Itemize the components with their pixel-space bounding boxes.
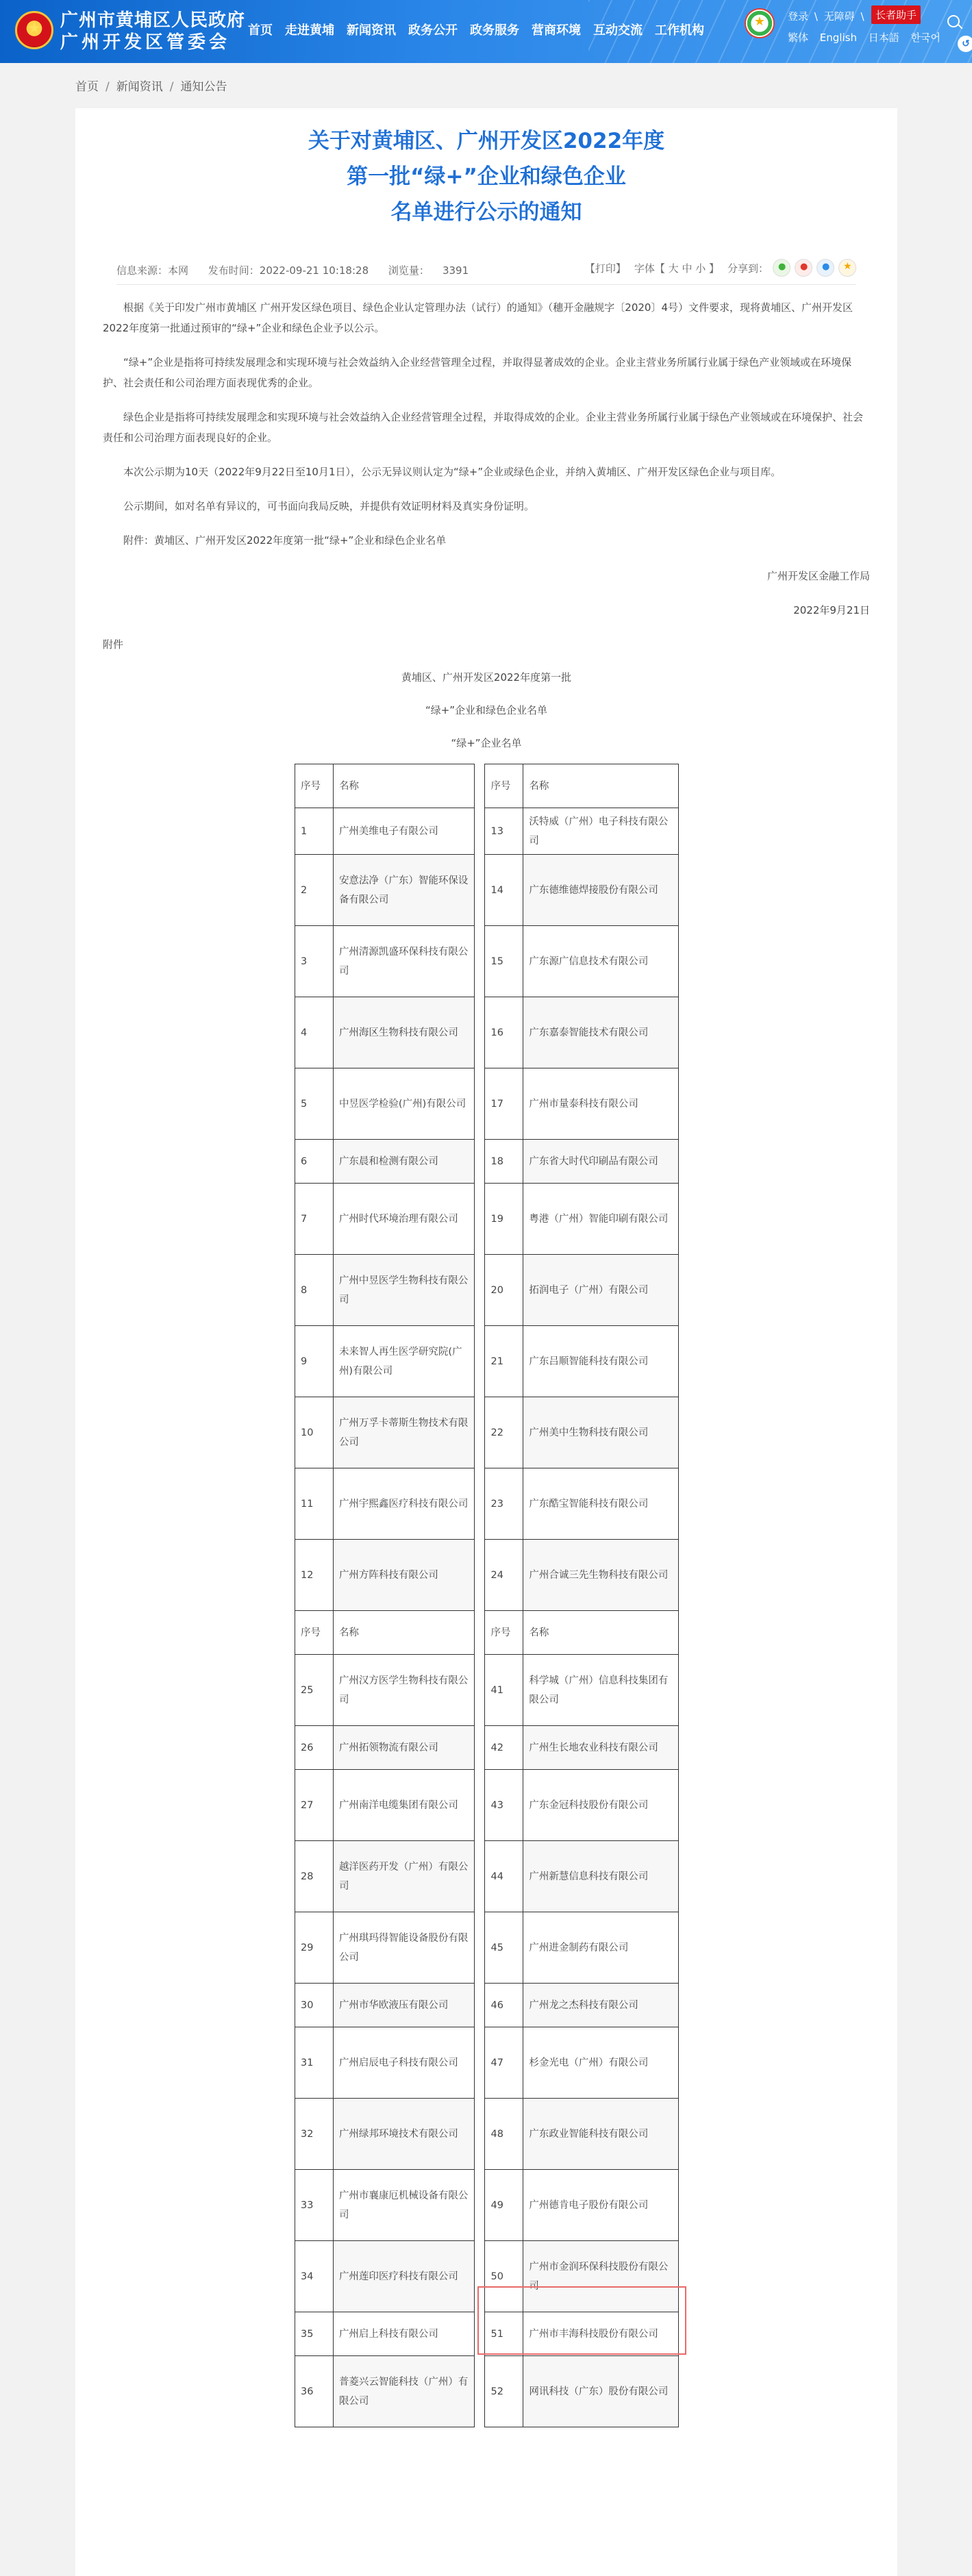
lang-japanese[interactable]: 日本語 (868, 32, 899, 44)
breadcrumb-notices[interactable]: 通知公告 (180, 80, 227, 94)
table-row (295, 1184, 679, 1255)
column-gap (474, 855, 485, 926)
company-table (295, 764, 679, 2427)
column-gap (474, 1611, 485, 1655)
separator: \ (814, 10, 818, 23)
row-number: 49 (485, 2170, 523, 2241)
company-name: 广州拓领物流有限公司 (333, 1726, 474, 1770)
accessibility-link[interactable]: 无障碍 (823, 10, 855, 23)
row-number: 20 (485, 1255, 523, 1326)
print-button[interactable]: 【打印】 (584, 262, 626, 275)
company-name: 广州德肯电子股份有限公司 (523, 2170, 679, 2241)
company-name: 广州中昱医学生物科技有限公司 (333, 1255, 474, 1326)
list-subtitle: “绿+”企业和绿色企业名单 (425, 704, 548, 716)
company-name: 广州市华欧液压有限公司 (333, 1984, 474, 2027)
table-row (295, 2170, 679, 2241)
company-name: 广州琪玛得智能设备股份有限公司 (333, 1912, 474, 1984)
table-row (295, 1984, 679, 2027)
company-name: 广东酷宝智能科技有限公司 (523, 1468, 679, 1540)
column-gap (474, 1326, 485, 1397)
company-name: 广州美中生物科技有限公司 (523, 1397, 679, 1468)
view-count: 浏览量： 3391 (388, 264, 469, 277)
column-header: 名称 (523, 1611, 679, 1655)
company-name: 广东嘉泰智能技术有限公司 (523, 997, 679, 1068)
company-name: 广州龙之杰科技有限公司 (523, 1984, 679, 2027)
share-label: 分享到： (727, 262, 769, 275)
row-number: 42 (485, 1726, 523, 1770)
row-number: 36 (295, 2356, 334, 2427)
breadcrumb: 首页 / 新闻资讯 / 通知公告 (75, 80, 227, 94)
column-gap (474, 2356, 485, 2427)
utility-links (788, 9, 867, 23)
qq-share-icon[interactable] (817, 259, 834, 277)
row-number: 27 (295, 1770, 334, 1841)
nav-interaction[interactable]: 互动交流 (593, 23, 643, 38)
site-name-line2: 广州开发区管委会 (60, 32, 231, 53)
nav-home[interactable]: 首页 (248, 23, 273, 38)
table-row (295, 1255, 679, 1326)
company-name: 杉金光电（广州）有限公司 (523, 2027, 679, 2099)
paragraph: 根据《关于印发广州市黄埔区 广州开发区绿色项目、绿色企业认定管理办法（试行）的通知》（穗开金融规字〔2020〕4号）文件要求，现将黄埔区、广州开发区2022年度第一批通过预审的“绿+”企业和绿色企业予以公示。 (103, 301, 853, 334)
row-number: 22 (485, 1397, 523, 1468)
row-number: 17 (485, 1068, 523, 1140)
company-name: 广东晨和检测有限公司 (333, 1140, 474, 1184)
row-number: 25 (295, 1655, 334, 1726)
column-gap (474, 1655, 485, 1726)
column-gap (474, 1255, 485, 1326)
row-number: 26 (295, 1726, 334, 1770)
qzone-share-icon[interactable] (838, 259, 856, 277)
company-name: 安意法净（广东）智能环保设备有限公司 (333, 855, 474, 926)
row-number: 13 (485, 808, 523, 855)
table-row (295, 1912, 679, 1984)
font-size-control[interactable]: 字体【 大 中 小 】 (634, 262, 719, 275)
column-gap (474, 1540, 485, 1611)
table-row (295, 1841, 679, 1912)
row-number: 12 (295, 1540, 334, 1611)
row-number: 5 (295, 1068, 334, 1140)
nav-news[interactable]: 新闻资讯 (347, 23, 396, 38)
lang-traditional[interactable]: 繁体 (788, 32, 809, 44)
row-number: 31 (295, 2027, 334, 2099)
row-number: 15 (485, 926, 523, 997)
title-line: 关于对黄埔区、广州开发区2022年度 (308, 129, 665, 153)
company-name: 网讯科技（广东）股份有限公司 (523, 2356, 679, 2427)
column-gap (474, 2027, 485, 2099)
column-gap (474, 1468, 485, 1540)
breadcrumb-news[interactable]: 新闻资讯 (116, 80, 163, 94)
table-row (295, 997, 679, 1068)
row-number: 19 (485, 1184, 523, 1255)
table-header-row (295, 1611, 679, 1655)
company-name: 广州市丰海科技股份有限公司 (523, 2312, 679, 2356)
company-name: 未来智人再生医学研究院(广州)有限公司 (333, 1326, 474, 1397)
row-number: 44 (485, 1841, 523, 1912)
row-number: 51 (485, 2312, 523, 2356)
attachment-paragraph: 附件：黄埔区、广州开发区2022年度第一批“绿+”企业和绿色企业名单 (123, 534, 447, 547)
company-name: 广州莲印医疗科技有限公司 (333, 2241, 474, 2312)
table-row (295, 2027, 679, 2099)
column-gap (474, 2170, 485, 2241)
table-header-row (295, 764, 679, 808)
row-number: 10 (295, 1397, 334, 1468)
column-gap (474, 1912, 485, 1984)
table-row (295, 1468, 679, 1540)
title-line: 第一批“绿+”企业和绿色企业 (347, 164, 626, 189)
company-name: 沃特威（广州）电子科技有限公司 (523, 808, 679, 855)
table-row (295, 2356, 679, 2427)
row-number: 23 (485, 1468, 523, 1540)
table-row (295, 1397, 679, 1468)
company-name: 广东吕顺智能科技有限公司 (523, 1326, 679, 1397)
site-name-line1: 广州市黄埔区人民政府 (60, 10, 246, 31)
row-number: 47 (485, 2027, 523, 2099)
company-name: 越洋医药开发（广州）有限公司 (333, 1841, 474, 1912)
table-row (295, 808, 679, 855)
signature: 广州开发区金融工作局 (767, 570, 870, 582)
row-number: 2 (295, 855, 334, 926)
column-header: 名称 (333, 764, 474, 808)
company-name: 拓润电子（广州）有限公司 (523, 1255, 679, 1326)
list-title: 黄埔区、广州开发区2022年度第一批 (401, 671, 572, 684)
top-header (0, 0, 972, 63)
column-gap (474, 1770, 485, 1841)
column-gap (474, 764, 485, 808)
company-name: 广州绿邦环境技术有限公司 (333, 2099, 474, 2170)
company-name: 广州生长地农业科技有限公司 (523, 1726, 679, 1770)
row-number: 9 (295, 1326, 334, 1397)
company-name: 广州新慧信息科技有限公司 (523, 1841, 679, 1912)
company-name: 广州合诚三先生物科技有限公司 (523, 1540, 679, 1611)
nav-agencies[interactable]: 工作机构 (655, 23, 704, 38)
row-number: 8 (295, 1255, 334, 1326)
lang-korean[interactable]: 한국어 (910, 32, 941, 44)
row-number: 29 (295, 1912, 334, 1984)
table-row (295, 1726, 679, 1770)
national-emblem-icon (15, 11, 53, 49)
column-gap (474, 1726, 485, 1770)
attachment-label: 附件 (103, 638, 124, 651)
company-name: 广州时代环境治理有限公司 (333, 1184, 474, 1255)
district-logo-icon (745, 8, 775, 38)
table-row (295, 1655, 679, 1726)
row-number: 45 (485, 1912, 523, 1984)
table-row (295, 2099, 679, 2170)
row-number: 3 (295, 926, 334, 997)
paragraph: 本次公示期为10天（2022年9月22日至10月1日），公示无异议则认定为“绿+”企业或绿色企业，并纳入黄埔区、广州开发区绿色企业与项目库。 (123, 466, 782, 478)
paragraph: 公示期间，如对名单有异议的，可书面向我局反映，并提供有效证明材料及真实身份证明。 (123, 500, 535, 512)
table-row (295, 855, 679, 926)
row-number: 34 (295, 2241, 334, 2312)
sign-date: 2022年9月21日 (793, 604, 870, 616)
row-number: 7 (295, 1184, 334, 1255)
column-header: 序号 (295, 1611, 334, 1655)
row-number: 43 (485, 1770, 523, 1841)
company-name: 广州市量泰科技有限公司 (523, 1068, 679, 1140)
company-name: 广州万孚卡蒂斯生物技术有限公司 (333, 1397, 474, 1468)
column-gap (474, 808, 485, 855)
row-number: 11 (295, 1468, 334, 1540)
column-header: 序号 (485, 764, 523, 808)
lang-english[interactable]: English (819, 32, 857, 44)
row-number: 32 (295, 2099, 334, 2170)
table-row (295, 1540, 679, 1611)
column-gap (474, 1984, 485, 2027)
publish-date: 发布时间：2022-09-21 10:18:28 (208, 264, 369, 277)
column-gap (474, 926, 485, 997)
company-name: 科学城（广州）信息科技集团有限公司 (523, 1655, 679, 1726)
table-row (295, 1140, 679, 1184)
title-line: 名单进行公示的通知 (390, 200, 582, 225)
table-row (295, 1770, 679, 1841)
company-name: 广东源广信息技术有限公司 (523, 926, 679, 997)
row-number: 50 (485, 2241, 523, 2312)
paragraph: “绿+”企业是指将可持续发展理念和实现环境与社会效益纳入企业经营管理全过程，并取得显著成效的企业。企业主营业务所属行业属于绿色产业领域或在环境保护、社会责任和公司治理方面表现优秀的企业。 (103, 356, 852, 389)
row-number: 24 (485, 1540, 523, 1611)
row-number: 30 (295, 1984, 334, 2027)
company-name: 广州美维电子有限公司 (333, 808, 474, 855)
search-icon[interactable] (947, 15, 960, 27)
column-gap (474, 1068, 485, 1140)
article-title (75, 123, 897, 230)
info-source: 信息来源：本网 (116, 264, 189, 277)
main-nav (248, 21, 716, 38)
nav-business-env[interactable]: 营商环境 (532, 23, 581, 38)
breadcrumb-home[interactable]: 首页 (75, 80, 99, 94)
table-row (295, 926, 679, 997)
company-name: 广东德维德焊接股份有限公司 (523, 855, 679, 926)
elder-assistant-button[interactable]: 长者助手 (871, 5, 921, 24)
company-name: 广州清源凯盛环保科技有限公司 (333, 926, 474, 997)
row-number: 18 (485, 1140, 523, 1184)
list-section-title: “绿+”企业名单 (451, 737, 522, 749)
row-number: 35 (295, 2312, 334, 2356)
row-number: 28 (295, 1841, 334, 1912)
column-gap (474, 997, 485, 1068)
row-number: 14 (485, 855, 523, 926)
company-name: 广州启辰电子科技有限公司 (333, 2027, 474, 2099)
company-name: 广东政业智能科技有限公司 (523, 2099, 679, 2170)
company-name: 广州汉方医学生物科技有限公司 (333, 1655, 474, 1726)
article-card (75, 108, 897, 2576)
column-header: 序号 (295, 764, 334, 808)
row-number: 52 (485, 2356, 523, 2427)
row-number: 1 (295, 808, 334, 855)
company-name: 广州方阵科技有限公司 (333, 1540, 474, 1611)
company-name: 普菱兴云智能科技（广州）有限公司 (333, 2356, 474, 2427)
nav-affairs-open[interactable]: 政务公开 (408, 23, 458, 38)
row-number: 46 (485, 1984, 523, 2027)
side-float-icon[interactable]: ↺ (958, 36, 972, 52)
site-name[interactable] (60, 10, 245, 53)
company-name: 广州市金润环保科技股份有限公司 (523, 2241, 679, 2312)
weibo-share-icon[interactable] (795, 259, 812, 277)
wechat-share-icon[interactable] (773, 259, 790, 277)
paragraph: 绿色企业是指将可持续发展理念和实现环境与社会效益纳入企业经营管理全过程，并取得成效的企业。企业主营业务所属行业属于绿色产业领域或在环境保护、社会责任和公司治理方面表现良好的企业。 (103, 411, 864, 444)
nav-about[interactable]: 走进黄埔 (285, 23, 334, 38)
column-header: 名称 (333, 1611, 474, 1655)
highlight-box (477, 2286, 686, 2355)
company-name: 广州市襄康厄机械设备有限公司 (333, 2170, 474, 2241)
row-number: 41 (485, 1655, 523, 1726)
company-name: 广州宇熙鑫医疗科技有限公司 (333, 1468, 474, 1540)
company-name: 广州海区生物科技有限公司 (333, 997, 474, 1068)
column-gap (474, 1184, 485, 1255)
company-name: 广东金冠科技股份有限公司 (523, 1770, 679, 1841)
column-gap (474, 1397, 485, 1468)
company-name: 粤港（广州）智能印刷有限公司 (523, 1184, 679, 1255)
article-meta (116, 258, 856, 285)
column-header: 序号 (485, 1611, 523, 1655)
row-number: 6 (295, 1140, 334, 1184)
company-name: 广州启上科技有限公司 (333, 2312, 474, 2356)
column-gap (474, 1140, 485, 1184)
column-gap (474, 2099, 485, 2170)
login-link[interactable]: 登录 (788, 10, 809, 23)
company-name: 中昱医学检验(广州)有限公司 (333, 1068, 474, 1140)
table-row (295, 1068, 679, 1140)
row-number: 16 (485, 997, 523, 1068)
row-number: 4 (295, 997, 334, 1068)
company-name: 广州进金制药有限公司 (523, 1912, 679, 1984)
table-row (295, 1326, 679, 1397)
company-name: 广东省大时代印刷品有限公司 (523, 1140, 679, 1184)
nav-services[interactable]: 政务服务 (470, 23, 519, 38)
row-number: 33 (295, 2170, 334, 2241)
company-name: 广州南洋电缆集团有限公司 (333, 1770, 474, 1841)
row-number: 21 (485, 1326, 523, 1397)
column-gap (474, 1841, 485, 1912)
language-links (788, 30, 949, 45)
separator: \ (860, 10, 864, 23)
column-header: 名称 (523, 764, 679, 808)
row-number: 48 (485, 2099, 523, 2170)
